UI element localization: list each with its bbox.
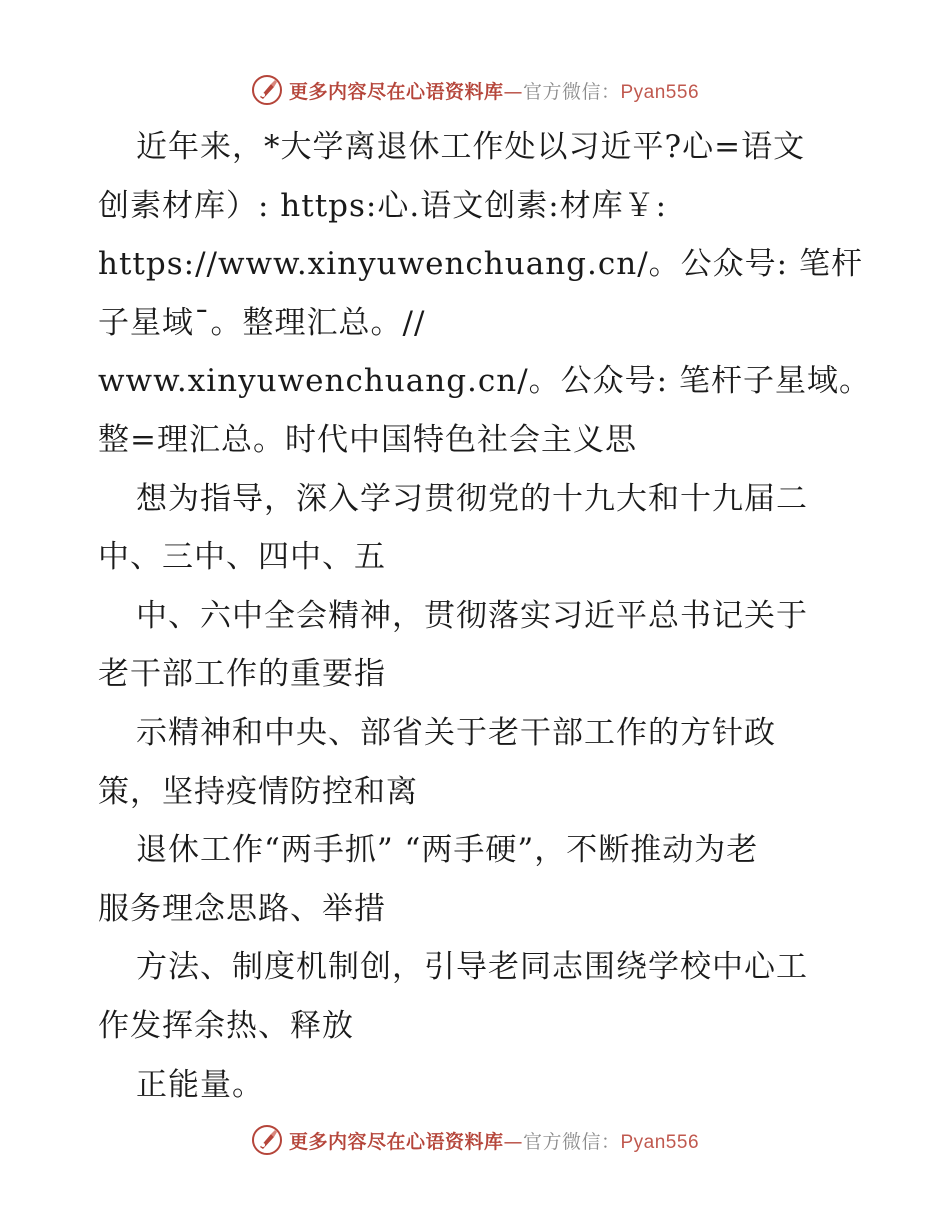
banner-title: 更多内容尽在心语资料库 xyxy=(288,1130,504,1153)
banner-wechat-label: 官方微信： xyxy=(522,80,621,103)
body-line: 整=理汇总。时代中国特色社会主义思 xyxy=(98,421,637,458)
body-line: 想为指导，深入学习贯彻党的十九大和十九届二 xyxy=(136,480,808,517)
document-body xyxy=(98,118,871,1114)
header-banner xyxy=(0,70,950,110)
pen-nib-logo-icon xyxy=(251,74,283,106)
banner-dash: — xyxy=(503,1130,523,1153)
body-line: 作发挥余热、释放 xyxy=(98,1007,354,1044)
banner-wechat-label: 官方微信： xyxy=(522,1130,621,1153)
body-line: 中、三中、四中、五 xyxy=(98,539,386,576)
body-line: 子星域¯。整理汇总。// xyxy=(98,304,426,341)
body-line: 方法、制度机制创，引导老同志围绕学校中心工 xyxy=(136,949,808,986)
body-line: 退休工作“两手抓” “两手硬”，不断推动为老 xyxy=(136,832,759,869)
banner-dash: — xyxy=(503,80,523,103)
banner-wechat-id: Pyan556 xyxy=(620,1131,700,1153)
body-line: www.xinyuwenchuang.cn/。公众号: 笔杆子星域。 xyxy=(98,363,871,400)
banner-wechat-id: Pyan556 xyxy=(620,81,700,103)
footer-banner xyxy=(0,1120,950,1160)
body-line: https://www.xinyuwenchuang.cn/。公众号: 笔杆 xyxy=(98,246,863,283)
body-line: 服务理念思路、举措 xyxy=(98,890,386,927)
body-line: 老干部工作的重要指 xyxy=(98,656,386,693)
body-line: 正能量。 xyxy=(136,1066,264,1103)
body-line: 策，坚持疫情防控和离 xyxy=(98,773,418,810)
banner-title: 更多内容尽在心语资料库 xyxy=(288,80,504,103)
body-line: 创素材库）: https:心.语文创素:材库￥: xyxy=(98,187,668,224)
body-line: 中、六中全会精神，贯彻落实习近平总书记关于 xyxy=(136,597,808,634)
pen-nib-logo-icon xyxy=(251,1124,283,1156)
body-line: 示精神和中央、部省关于老干部工作的方针政 xyxy=(136,714,776,751)
body-line: 近年来，*大学离退休工作处以习近平?心=语文 xyxy=(136,129,806,165)
